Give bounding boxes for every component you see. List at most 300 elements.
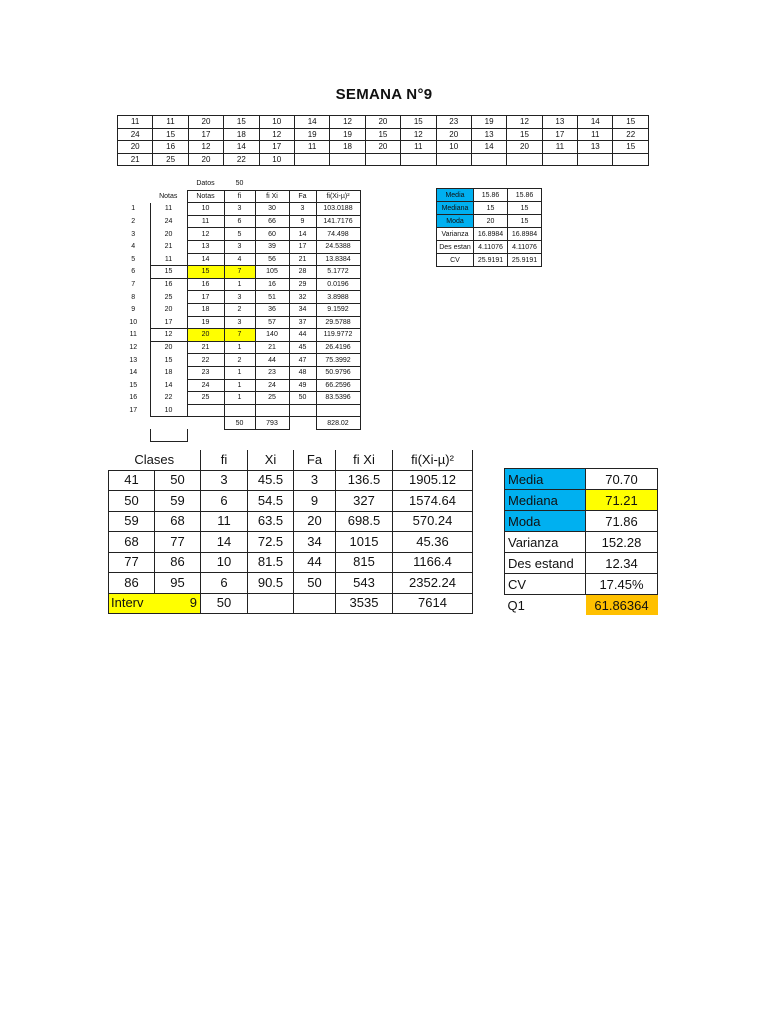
stat-value-2: 16.8984 [508,228,542,241]
freq-cell-dev: 103.0188 [316,203,360,216]
freq-cell-fi: 1 [224,341,255,354]
freq-cell-fi: 3 [224,203,255,216]
freq-cell-notas2: 25 [187,392,224,405]
raw-cell: 15 [401,116,436,129]
freq-cell-fa: 47 [289,354,316,367]
class-cell-hi: 68 [155,511,201,532]
freq-cell-dev: 9.1592 [316,303,360,316]
freq-cell-i: 5 [131,255,136,263]
class-stat-label: Mediana [505,490,586,511]
raw-cell: 15 [613,116,649,129]
class-stat-label: Varianza [505,532,586,553]
freq-cell-notas: 17 [150,316,187,329]
class-cell-fixi: 136.5 [336,470,393,491]
freq-cell-fixi: 30 [255,203,289,216]
class-cell-xi: 45.5 [248,470,294,491]
class-row [109,573,473,594]
freq-row [117,215,360,228]
class-stat-label: Q1 [507,597,525,613]
class-cell-dev: 570.24 [393,511,473,532]
freq-cell-fixi: 140 [255,329,289,342]
class-cell-hi: 77 [155,532,201,553]
freq-cell-dev: 66.2596 [316,379,360,392]
raw-cell [542,153,577,166]
class-stat-row [505,511,658,532]
raw-cell: 13 [471,128,506,141]
footer-fixi-total: 3535 [336,593,393,614]
class-cell-fa: 3 [294,470,336,491]
freq-cell-notas: 15 [150,354,187,367]
stat-row [437,254,542,267]
class-cell-xi: 81.5 [248,552,294,573]
freq-cell-fa: 21 [289,253,316,266]
class-cell-lo: 59 [109,511,155,532]
freq-cell-notas2: 12 [187,228,224,241]
freq-cell-fixi: 24 [255,379,289,392]
header-idx [117,190,150,203]
raw-cell: 20 [188,116,223,129]
interv-value: 9 [155,593,201,614]
freq-row [117,203,360,216]
raw-cell: 10 [436,141,471,154]
class-stat-value: 70.70 [586,469,658,490]
raw-cell: 19 [471,116,506,129]
freq-cell-notas: 18 [150,366,187,379]
class-cell-fi: 6 [201,573,248,594]
stat-label: Mediana [437,202,474,215]
raw-cell: 20 [118,141,153,154]
raw-cell: 16 [153,141,188,154]
raw-cell [401,153,436,166]
stat-row [437,241,542,254]
class-cell-dev: 2352.24 [393,573,473,594]
freq-cell-fi: 3 [224,291,255,304]
freq-cell-fi: 2 [224,303,255,316]
class-cell-lo: 41 [109,470,155,491]
freq-totals-row [117,417,360,430]
freq-row [117,228,360,241]
class-cell-dev: 1166.4 [393,552,473,573]
header-clases: Clases [134,451,175,467]
header-dev: fi(Xi-µ)² [316,190,360,203]
freq-cell-fi: 5 [224,228,255,241]
freq-cell-dev: 83.5396 [316,392,360,405]
class-stat-label: Moda [505,511,586,532]
freq-cell-fi: 1 [224,392,255,405]
class-row [109,552,473,573]
page-title: SEMANA N°9 [335,86,433,103]
raw-cell [578,153,613,166]
freq-cell-dev: 74.498 [316,228,360,241]
freq-cell-notas: 20 [150,228,187,241]
freq-cell-fixi: 66 [255,215,289,228]
freq-cell-fa: 48 [289,366,316,379]
raw-row [118,116,649,129]
freq-cell-notas2: 19 [187,316,224,329]
freq-cell-notas: 22 [150,392,187,405]
freq-cell-i: 11 [129,331,137,339]
raw-cell: 18 [224,128,259,141]
datos-value: 50 [235,180,244,188]
freq-cell-i: 17 [129,406,138,414]
freq-cell-fa: 9 [289,215,316,228]
class-stat-row [505,595,658,616]
raw-cell: 25 [153,153,188,166]
freq-cell-dev: 13.8384 [316,253,360,266]
freq-cell-notas2: 21 [187,341,224,354]
class-cell-xi: 54.5 [248,491,294,512]
raw-cell: 11 [401,141,436,154]
freq-cell-notas: 14 [150,379,187,392]
header-class-xi: Xi [248,450,294,470]
freq-row [117,366,360,379]
footer-fi-total: 50 [201,593,248,614]
freq-cell-fixi: 60 [255,228,289,241]
freq-cell-fixi: 57 [255,316,289,329]
datos-label: Datos [196,180,215,188]
raw-cell: 12 [259,128,294,141]
freq-cell-fi [224,404,255,417]
freq-cell-dev: 119.9772 [316,329,360,342]
class-cell-lo: 77 [109,552,155,573]
class-stat-row [505,574,658,595]
class-stat-value: 71.21 [586,490,658,511]
class-cell-fa: 50 [294,573,336,594]
stat-row [437,202,542,215]
freq-cell-notas2: 10 [187,203,224,216]
class-stat-row [505,532,658,553]
freq-cell-notas2: 20 [187,329,224,342]
freq-cell-i: 4 [131,243,136,251]
class-stats-table [504,468,658,615]
stat-value-1: 4.11076 [474,241,508,254]
freq-cell-dev: 141.7176 [316,215,360,228]
freq-cell-fixi: 23 [255,366,289,379]
raw-cell: 11 [118,116,153,129]
stat-value-2: 15.86 [508,189,542,202]
class-row [109,532,473,553]
raw-cell: 13 [542,116,577,129]
class-cell-fi: 14 [201,532,248,553]
freq-cell-dev: 0.0196 [316,278,360,291]
freq-cell-notas2: 14 [187,253,224,266]
raw-cell: 11 [294,141,329,154]
freq-row [117,379,360,392]
freq-cell-i: 9 [131,306,136,314]
class-cell-fa: 20 [294,511,336,532]
freq-cell-notas: 10 [150,404,187,417]
freq-cell-dev: 29.5788 [316,316,360,329]
class-cell-fi: 11 [201,511,248,532]
freq-row [117,354,360,367]
freq-cell-dev: 50.9796 [316,366,360,379]
raw-cell: 10 [259,116,294,129]
raw-cell: 22 [224,153,259,166]
raw-data-table [117,115,649,166]
freq-cell-fa: 17 [289,240,316,253]
raw-cell: 15 [153,128,188,141]
class-cell-fa: 9 [294,491,336,512]
raw-cell: 20 [188,153,223,166]
freq-cell-fixi: 16 [255,278,289,291]
freq-cell-notas: 11 [150,253,187,266]
raw-cell: 14 [471,141,506,154]
class-cell-xi: 63.5 [248,511,294,532]
freq-total-fi: 50 [224,417,255,430]
freq-row [117,404,360,417]
class-cell-xi: 90.5 [248,573,294,594]
freq-cell-notas: 11 [150,203,187,216]
class-cell-fixi: 1015 [336,532,393,553]
stat-value-2: 15 [508,215,542,228]
freq-row [117,266,360,279]
raw-cell: 14 [224,141,259,154]
freq-total-dev: 828.02 [316,417,360,430]
header-fi: fi [224,190,255,203]
raw-cell: 19 [294,128,329,141]
freq-cell-fa: 28 [289,266,316,279]
freq-cell-fi: 7 [224,329,255,342]
freq-row [117,253,360,266]
freq-cell-dev [316,404,360,417]
raw-cell [294,153,329,166]
freq-cell-i: 3 [131,230,136,238]
freq-cell-i: 13 [129,356,138,364]
header-class-fi: fi [201,450,248,470]
raw-cell: 12 [330,116,365,129]
freq-cell-fixi: 56 [255,253,289,266]
freq-cell-fa: 3 [289,203,316,216]
freq-cell-fixi: 36 [255,303,289,316]
stat-label: Moda [437,215,474,228]
class-cell-fixi: 815 [336,552,393,573]
stat-row [437,228,542,241]
freq-cell-fi: 3 [224,240,255,253]
raw-cell: 17 [542,128,577,141]
class-cell-fixi: 698.5 [336,511,393,532]
raw-cell: 15 [613,141,649,154]
stat-value-1: 15 [474,202,508,215]
freq-cell-fixi: 105 [255,266,289,279]
freq-cell-fixi [255,404,289,417]
stat-value-2: 25.9191 [508,254,542,267]
raw-cell: 11 [153,116,188,129]
freq-cell-fa: 45 [289,341,316,354]
freq-cell-fa: 49 [289,379,316,392]
class-stat-row [505,469,658,490]
class-cell-xi: 72.5 [248,532,294,553]
class-cell-fa: 34 [294,532,336,553]
freq-cell-i: 12 [129,344,138,352]
class-stat-value: 152.28 [586,532,658,553]
raw-cell: 20 [436,128,471,141]
raw-cell: 18 [330,141,365,154]
freq-cell-fi: 4 [224,253,255,266]
class-cell-hi: 59 [155,491,201,512]
class-stat-value: 61.86364 [586,595,658,616]
freq-cell-dev: 26.4196 [316,341,360,354]
freq-cell-i: 1 [131,205,136,213]
stat-value-1: 20 [474,215,508,228]
raw-cell: 24 [118,128,153,141]
class-cell-hi: 50 [155,470,201,491]
header-fa: Fa [289,190,316,203]
raw-cell: 21 [118,153,153,166]
raw-row [118,141,649,154]
stat-value-1: 16.8984 [474,228,508,241]
raw-cell [613,153,649,166]
stat-row [437,189,542,202]
stat-value-2: 15 [508,202,542,215]
header-fixi: fi Xi [255,190,289,203]
header-class-fixi: fi Xi [336,450,393,470]
class-cell-fi: 6 [201,491,248,512]
freq-cell-notas: 12 [150,329,187,342]
freq-cell-notas: 16 [150,278,187,291]
header-class-fa: Fa [294,450,336,470]
class-cell-fixi: 543 [336,573,393,594]
freq-row [117,316,360,329]
stat-label: Des estan [437,241,474,254]
raw-cell: 17 [259,141,294,154]
interv-label: Interv [109,593,155,614]
freq-cell-notas2: 24 [187,379,224,392]
freq-cell-i: 8 [131,293,136,301]
freq-cell-fa: 32 [289,291,316,304]
freq-cell-notas2: 17 [187,291,224,304]
freq-cell-fixi: 51 [255,291,289,304]
raw-cell: 20 [507,141,542,154]
freq-cell-i: 16 [129,394,138,402]
class-cell-lo: 50 [109,491,155,512]
class-cell-lo: 86 [109,573,155,594]
raw-cell: 22 [613,128,649,141]
freq-cell-fi: 3 [224,316,255,329]
freq-cell-fi: 1 [224,379,255,392]
freq-cell-fixi: 25 [255,392,289,405]
freq-cell-i: 10 [129,318,138,326]
freq-cell-i: 2 [131,218,136,226]
freq-cell-i: 6 [131,268,136,276]
freq-row [117,240,360,253]
freq-cell-fi: 6 [224,215,255,228]
class-cell-dev: 1574.64 [393,491,473,512]
class-cell-fa: 44 [294,552,336,573]
freq-cell-fixi: 39 [255,240,289,253]
class-cell-fi: 10 [201,552,248,573]
raw-cell: 14 [578,116,613,129]
freq-row [117,329,360,342]
freq-cell-fa: 37 [289,316,316,329]
freq-cell-notas2: 13 [187,240,224,253]
freq-row [117,278,360,291]
class-stat-label: CV [505,574,586,595]
raw-cell: 15 [507,128,542,141]
freq-cell-fixi: 44 [255,354,289,367]
freq-cell-i: 7 [131,281,136,289]
class-stat-value: 71.86 [586,511,658,532]
freq-cell-fi: 7 [224,266,255,279]
header-notas: Notas [159,192,178,200]
freq-cell-dev: 5.1772 [316,266,360,279]
freq-cell-fa: 34 [289,303,316,316]
freq-row [117,303,360,316]
raw-cell [471,153,506,166]
freq-cell-fi: 1 [224,278,255,291]
freq-cell-notas2: 15 [187,266,224,279]
raw-cell: 11 [578,128,613,141]
freq-cell-fi: 1 [224,366,255,379]
raw-cell [365,153,400,166]
raw-row [118,128,649,141]
freq-row [117,341,360,354]
class-cell-fi: 3 [201,470,248,491]
stat-label: Media [437,189,474,202]
freq-cell-dev: 75.3992 [316,354,360,367]
freq-cell-notas: 15 [150,266,187,279]
header-class-dev: fi(Xi-µ)² [393,450,473,470]
stat-row [437,215,542,228]
freq-total-fixi: 793 [255,417,289,430]
freq-cell-notas2: 22 [187,354,224,367]
stat-value-2: 4.11076 [508,241,542,254]
freq-cell-notas: 20 [150,303,187,316]
freq-row [117,392,360,405]
freq-cell-dev: 24.5388 [316,240,360,253]
raw-cell: 20 [365,141,400,154]
stat-label: CV [437,254,474,267]
raw-cell: 15 [365,128,400,141]
freq-cell-fixi: 21 [255,341,289,354]
raw-cell: 17 [188,128,223,141]
raw-cell [507,153,542,166]
freq-cell-dev: 3.8988 [316,291,360,304]
freq-cell-notas2 [187,404,224,417]
raw-cell: 11 [542,141,577,154]
raw-cell: 14 [294,116,329,129]
stat-label: Varianza [437,228,474,241]
class-cell-lo: 68 [109,532,155,553]
class-row [109,511,473,532]
freq-cell-fa: 14 [289,228,316,241]
class-table [108,450,473,614]
class-row [109,491,473,512]
freq-cell-notas2: 11 [187,215,224,228]
freq-cell-notas: 21 [150,240,187,253]
freq-cell-i: 14 [129,369,138,377]
freq-cell-fa [289,404,316,417]
freq-cell-fa: 44 [289,329,316,342]
class-row [109,470,473,491]
class-cell-fixi: 327 [336,491,393,512]
class-stat-row [505,490,658,511]
raw-cell: 10 [259,153,294,166]
raw-cell: 13 [578,141,613,154]
raw-cell: 15 [224,116,259,129]
freq-cell-notas2: 23 [187,366,224,379]
raw-cell [436,153,471,166]
raw-row [118,153,649,166]
stat-value-1: 15.86 [474,189,508,202]
raw-cell [330,153,365,166]
freq-cell-fa: 29 [289,278,316,291]
header-notas2: Notas [187,190,224,203]
freq-cell-notas2: 16 [187,278,224,291]
summary-stats-table [436,188,542,267]
class-stat-label: Des estand [505,553,586,574]
freq-cell-fi: 2 [224,354,255,367]
freq-cell-fa: 50 [289,392,316,405]
